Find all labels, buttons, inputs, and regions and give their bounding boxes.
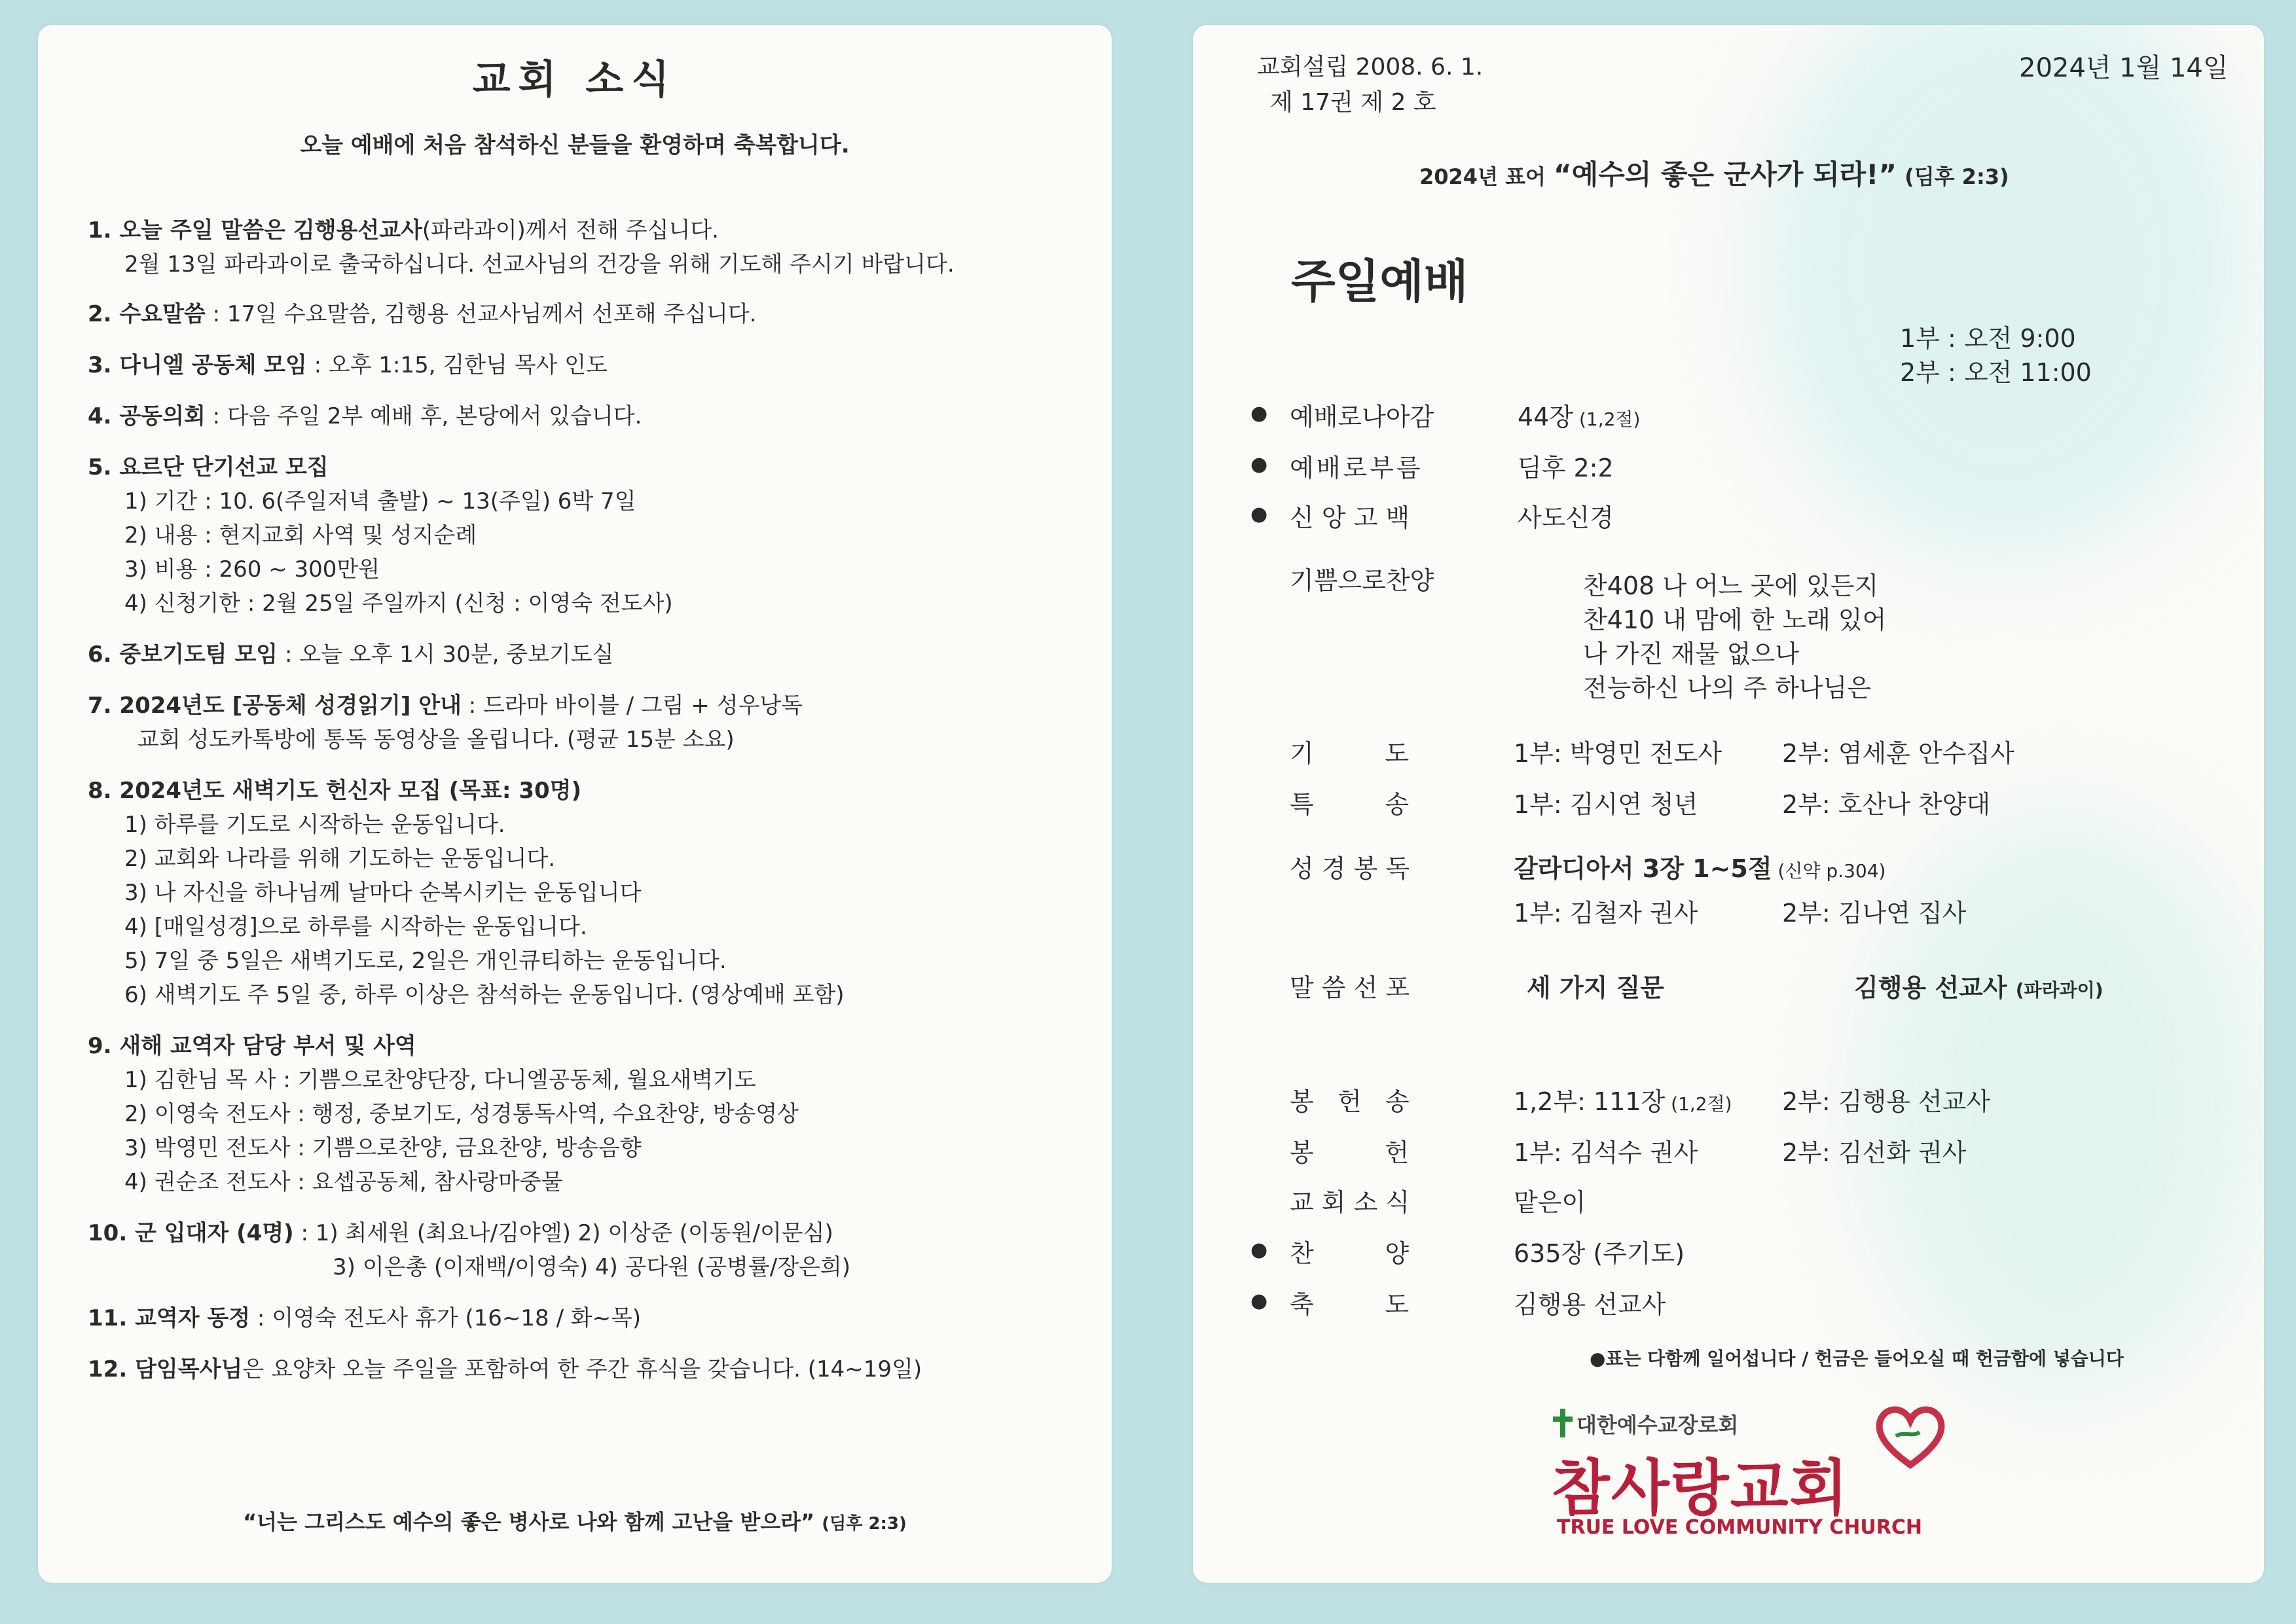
praise-song-1: 찬408 나 어느 곳에 있든지 — [1583, 571, 1879, 600]
news-item-4: 4. 공동의회 : 다음 주일 2부 예배 후, 본당에서 있습니다. — [88, 403, 642, 429]
offering-second-service: 2부: 김선화 권사 — [1782, 1138, 1967, 1167]
order-label-call: 예배로부름 — [1290, 454, 1423, 482]
news-item-9-4: 4) 권순조 전도사 : 요셉공동체, 참사랑마중물 — [124, 1169, 563, 1195]
news-item-8-6: 6) 새벽기도 주 5일 중, 하루 이상은 참석하는 운동입니다. (영상예배 포함) — [124, 982, 845, 1008]
sermon-title: 세 가지 질문 — [1527, 973, 1664, 1002]
heart-icon — [1871, 1397, 1950, 1475]
news-welcome: 오늘 예배에 처음 참석하신 분들을 환영하며 축복합니다. — [300, 132, 850, 158]
service-title: 주일예배 — [1291, 255, 1468, 308]
year-motto: 2024년 표어 “예수의 좋은 군사가 되라!” (딤후 2:3) — [1419, 158, 2009, 190]
news-item-6: 6. 중보기도팀 모임 : 오늘 오후 1시 30분, 중보기도실 — [88, 641, 614, 668]
bulletin-date: 2024년 1월 14일 — [2019, 53, 2229, 83]
order-label-church-news: 교 회 소 식 — [1290, 1188, 1410, 1217]
standing-bullet: ● — [1250, 1238, 1268, 1261]
standing-bullet: ● — [1250, 1290, 1268, 1312]
founded-date: 교회설립 2008. 6. 1. — [1257, 54, 1484, 81]
special-second-service: 2부: 호산나 찬양대 — [1782, 790, 1991, 819]
news-footer-quote: “너는 그리스도 예수의 좋은 병사로 나와 함께 고난을 받으라” (딤후 2:3) — [243, 1509, 907, 1534]
order-value-call: 딤후 2:2 — [1518, 454, 1614, 482]
order-label-praise: 기쁨으로찬양 — [1290, 566, 1434, 595]
order-value-entrance: 44장 (1,2절) — [1518, 403, 1641, 431]
news-title: 교회 소식 — [472, 57, 678, 103]
offertory-song: 1,2부: 111장 (1,2절) — [1514, 1087, 1732, 1116]
order-label-special-song: 특 송 — [1290, 790, 1410, 819]
service-time-2: 2부 : 오전 11:00 — [1900, 358, 2092, 387]
news-item-8: 8. 2024년도 새벽기도 헌신자 모집 (목표: 30명) — [88, 778, 582, 804]
order-label-creed: 신 앙 고 백 — [1290, 503, 1410, 532]
news-item-5: 5. 요르단 단기선교 모집 — [88, 454, 329, 480]
order-label-benediction: 축 도 — [1290, 1290, 1410, 1319]
logo-denomination: 대한예수교장로회 — [1576, 1413, 1739, 1437]
sermon-preacher: 김행용 선교사 (파라과이) — [1854, 973, 2104, 1002]
logo-english-name: TRUE LOVE COMMUNITY CHURCH — [1557, 1516, 1922, 1539]
service-time-1: 1부 : 오전 9:00 — [1900, 324, 2076, 353]
order-label-offertory-song: 봉 헌 송 — [1290, 1087, 1410, 1116]
news-item-5-content: 2) 내용 : 현지교회 사역 및 성지순례 — [124, 522, 477, 549]
standing-bullet: ● — [1250, 453, 1268, 476]
news-item-7-detail: 교회 성도카톡방에 통독 동영상을 올립니다. (평균 15분 소요) — [137, 727, 735, 753]
logo-church-name: 참사랑교회 — [1552, 1453, 1850, 1523]
news-item-5-period: 1) 기간 : 10. 6(주일저녁 출발) ~ 13(주일) 6박 7일 — [124, 488, 636, 514]
news-item-5-deadline: 4) 신청기한 : 2월 25일 주일까지 (신청 : 이영숙 전도사) — [124, 590, 673, 617]
standing-note: ●표는 다함께 일어섭니다 / 헌금은 들어오실 때 헌금함에 넣습니다 — [1590, 1348, 2124, 1369]
order-label-hymn: 찬 양 — [1290, 1239, 1410, 1268]
scripture-reader-second: 2부: 김나연 집사 — [1782, 899, 1967, 928]
order-label-prayer: 기 도 — [1290, 739, 1410, 768]
news-item-11: 11. 교역자 동정 : 이영숙 전도사 휴가 (16~18 / 화~목) — [88, 1305, 642, 1331]
news-item-8-4: 4) [매일성경]으로 하루를 시작하는 운동입니다. — [124, 914, 587, 940]
news-item-2: 2. 수요말씀 : 17일 수요말씀, 김행용 선교사님께서 선포해 주십니다. — [88, 301, 757, 327]
news-item-9-1: 1) 김한님 목 사 : 기쁨으로찬양단장, 다니엘공동체, 월요새벽기도 — [124, 1067, 756, 1093]
news-item-9: 9. 새해 교역자 담당 부서 및 사역 — [88, 1033, 416, 1059]
order-label-sermon: 말 씀 선 포 — [1290, 973, 1410, 1002]
news-item-3: 3. 다니엘 공동체 모임 : 오후 1:15, 김한님 목사 인도 — [88, 352, 608, 378]
prayer-first-service: 1부: 박영민 전도사 — [1514, 739, 1722, 768]
praise-song-2: 찬410 내 맘에 한 노래 있어 — [1583, 605, 1887, 634]
news-item-10: 10. 군 입대자 (4명) : 1) 최세원 (최요나/김야엘) 2) 이상준 (이동원/이문심) — [88, 1220, 833, 1246]
special-first-service: 1부: 김시연 청년 — [1514, 790, 1698, 819]
volume-number: 제 17권 제 2 호 — [1270, 89, 1436, 116]
standing-bullet: ● — [1250, 402, 1268, 425]
praise-song-3: 나 가진 재물 없으나 — [1583, 640, 1799, 668]
church-news-panel — [38, 25, 1112, 1583]
order-label-scripture: 성 경 봉 독 — [1290, 854, 1410, 883]
news-item-8-2: 2) 교회와 나라를 위해 기도하는 운동입니다. — [124, 846, 556, 872]
news-item-7: 7. 2024년도 [공동체 성경읽기] 안내 : 드라마 바이블 / 그림 + 성우낭독 — [88, 693, 803, 719]
order-label-offering: 봉 헌 — [1290, 1138, 1410, 1167]
news-item-8-3: 3) 나 자신을 하나님께 날마다 순복시키는 운동입니다 — [124, 880, 642, 906]
news-item-8-1: 1) 하루를 기도로 시작하는 운동입니다. — [124, 812, 505, 838]
prayer-second-service: 2부: 염세훈 안수집사 — [1782, 739, 2014, 768]
standing-bullet: ● — [1250, 503, 1268, 526]
scripture-reader-first: 1부: 김철자 권사 — [1514, 899, 1698, 928]
church-news-value: 맡은이 — [1514, 1188, 1586, 1217]
benediction-value: 김행용 선교사 — [1514, 1290, 1666, 1319]
news-item-5-cost: 3) 비용 : 260 ~ 300만원 — [124, 556, 380, 583]
offertory-song-second: 2부: 김행용 선교사 — [1782, 1087, 1991, 1116]
news-item-1: 1. 오늘 주일 말씀은 김행용선교사(파라과이)께서 전해 주십니다. — [88, 217, 719, 244]
cross-icon — [1553, 1409, 1573, 1437]
offering-first-service: 1부: 김석수 권사 — [1514, 1138, 1698, 1167]
news-item-10-detail: 3) 이은총 (이재백/이영숙) 4) 공다원 (공병률/장은희) — [333, 1254, 850, 1280]
bulletin-cover-panel — [1193, 25, 2264, 1583]
news-item-9-3: 3) 박영민 전도사 : 기쁨으로찬양, 금요찬양, 방송음향 — [124, 1135, 642, 1161]
hymn-value: 635장 (주기도) — [1514, 1239, 1685, 1268]
order-value-creed: 사도신경 — [1518, 503, 1614, 532]
order-label-entrance: 예배로나아감 — [1290, 403, 1434, 431]
praise-song-4: 전능하신 나의 주 하나님은 — [1583, 674, 1872, 702]
watercolor-wash — [1756, 25, 2253, 562]
news-item-9-2: 2) 이영숙 전도사 : 행정, 중보기도, 성경통독사역, 수요찬양, 방송영상 — [124, 1101, 799, 1127]
news-item-8-5: 5) 7일 중 5일은 새벽기도로, 2일은 개인큐티하는 운동입니다. — [124, 948, 727, 974]
news-item-1-detail: 2월 13일 파라과이로 출국하십니다. 선교사님의 건강을 위해 기도해 주시기 바랍니다. — [124, 251, 955, 278]
news-item-12: 12. 담임목사님은 요양차 오늘 주일을 포함하여 한 주간 휴식을 갖습니다. (14~19일) — [88, 1356, 922, 1382]
scripture-passage: 갈라디아서 3장 1~5절 (신약 p.304) — [1514, 854, 1886, 883]
